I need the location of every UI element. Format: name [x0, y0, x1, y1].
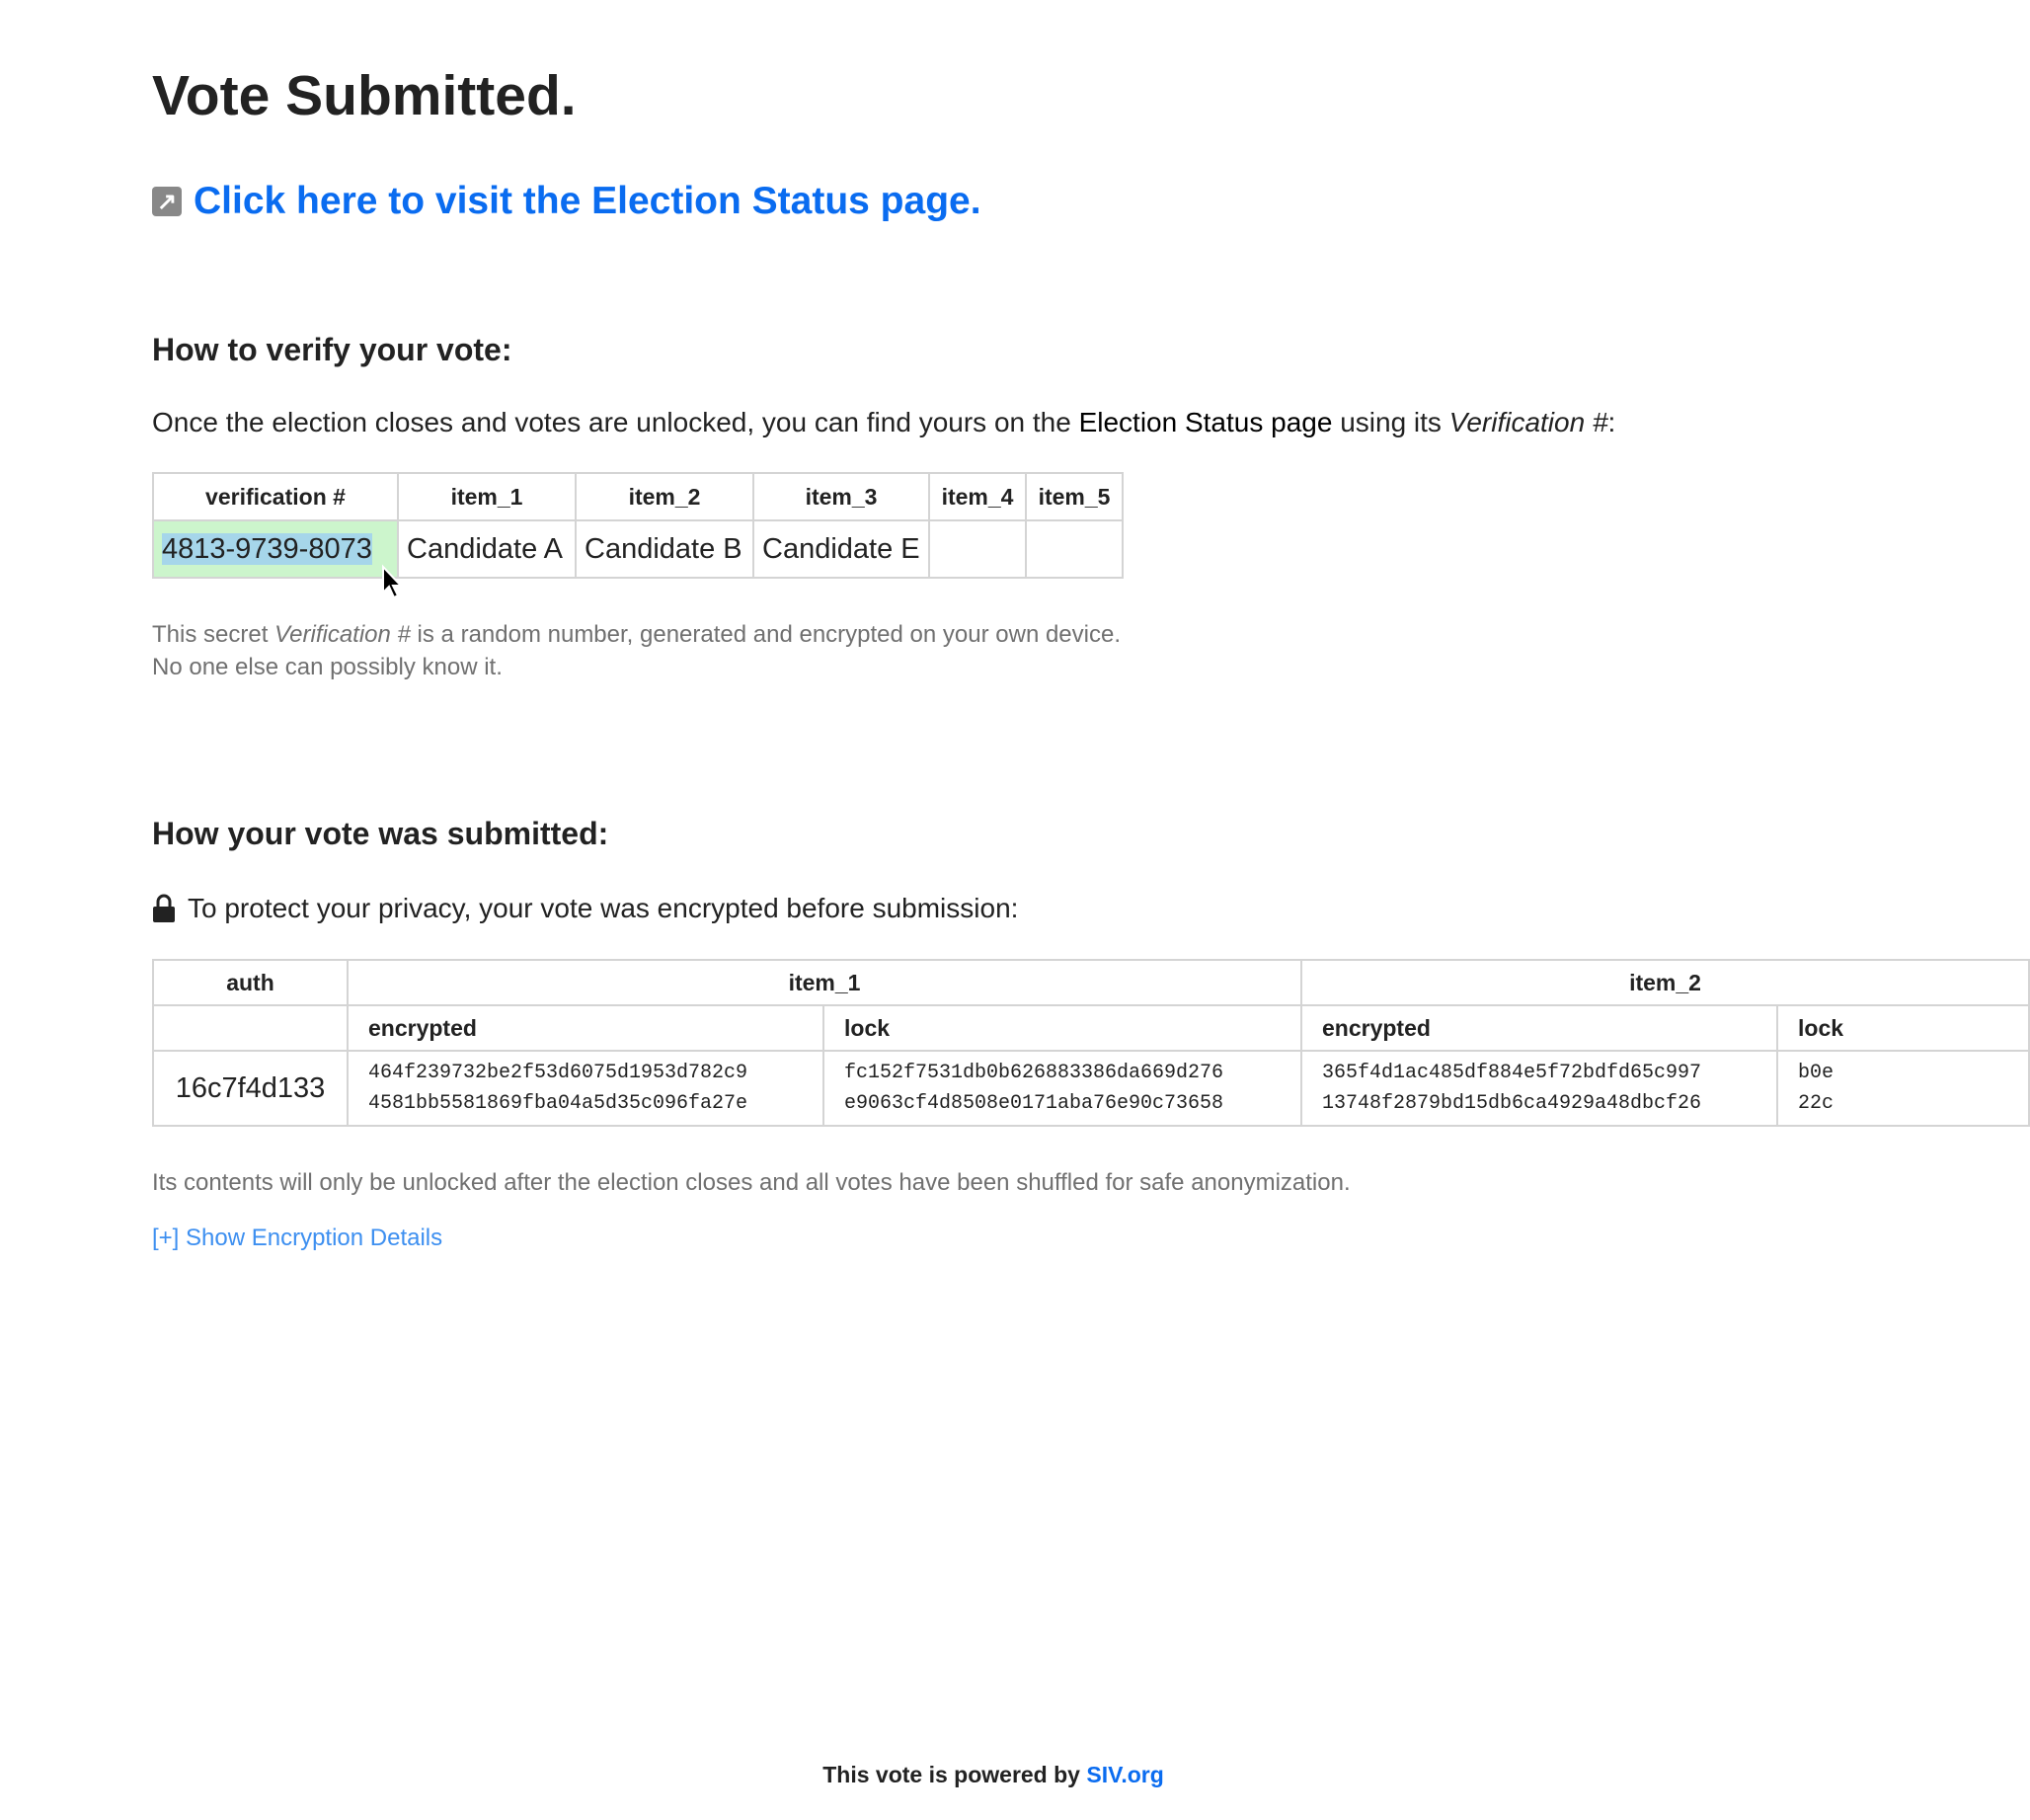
td: Candidate B	[576, 520, 753, 578]
t: b0e	[1798, 1062, 1835, 1084]
t: fc152f7531db0b626883386da669d276	[844, 1062, 1224, 1084]
t: This vote is powered by	[822, 1762, 1087, 1787]
show-encryption-details-link[interactable]: [+] Show Encryption Details	[152, 1225, 443, 1251]
t: 13748f2879bd15db6ca4929a48dbcf26	[1322, 1092, 1702, 1115]
th: encrypted	[348, 1005, 823, 1051]
t: Once the election closes and votes are unlocked, you can find yours on the	[152, 407, 1079, 437]
t: This secret	[152, 621, 275, 648]
lock-icon	[152, 894, 176, 923]
th: encrypted	[1301, 1005, 1777, 1051]
t: No one else can possibly know it.	[152, 654, 503, 680]
footer	[0, 1762, 1987, 1788]
siv-link[interactable]: SIV.org	[1086, 1762, 1164, 1787]
verify-intro	[152, 407, 1615, 438]
auth-cell: 16c7f4d133	[153, 1051, 348, 1126]
mouse-cursor-icon	[381, 565, 405, 600]
verification-number-cell[interactable]	[153, 520, 398, 578]
th: lock	[823, 1005, 1301, 1051]
td	[1301, 1051, 1777, 1126]
encrypted-vote-table	[152, 959, 2030, 1127]
th: item_2	[576, 473, 753, 520]
page-title: Vote Submitted.	[152, 64, 577, 127]
td	[348, 1051, 823, 1126]
t: using its	[1332, 407, 1449, 437]
verification-number[interactable]: 4813-9739-8073	[162, 532, 372, 565]
td: Candidate A	[398, 520, 576, 578]
t: 464f239732be2f53d6075d1953d782c9	[368, 1062, 748, 1084]
t: 22c	[1798, 1092, 1835, 1115]
td	[1777, 1051, 2029, 1126]
th: item_3	[753, 473, 929, 520]
privacy-line	[152, 893, 1018, 924]
unlock-note: Its contents will only be unlocked after the election closes and all votes have been shuffled for safe anonymization.	[152, 1169, 1351, 1196]
link-label: Click here to visit the Election Status page.	[194, 180, 981, 222]
election-status-link[interactable]	[152, 180, 981, 223]
th: item_1	[398, 473, 576, 520]
th: item_1	[348, 960, 1301, 1005]
th: item_2	[1301, 960, 2029, 1005]
th: item_5	[1026, 473, 1123, 520]
th: lock	[1777, 1005, 2029, 1051]
th: verification #	[153, 473, 398, 520]
th	[153, 1005, 348, 1051]
t: :	[1607, 407, 1616, 437]
th: item_4	[929, 473, 1026, 520]
t: To protect your privacy, your vote was encrypted before submission:	[188, 893, 1019, 923]
t: Election Status page	[1078, 407, 1333, 437]
td	[823, 1051, 1301, 1126]
verify-heading: How to verify your vote:	[152, 332, 512, 367]
td	[1026, 520, 1123, 578]
verification-note	[152, 618, 1121, 683]
t: is a random number, generated and encrypted on your own device.	[410, 621, 1121, 648]
encrypted-vote-table-scroll[interactable]	[152, 959, 1844, 1127]
th: auth	[153, 960, 348, 1005]
td	[929, 520, 1026, 578]
t: 4581bb5581869fba04a5d35c096fa27e	[368, 1092, 748, 1115]
t: 365f4d1ac485df884e5f72bdfd65c997	[1322, 1062, 1702, 1084]
external-link-icon: ↗	[152, 187, 182, 216]
submitted-heading: How your vote was submitted:	[152, 816, 609, 851]
t: Verification #	[274, 621, 411, 648]
t: Verification #	[1448, 407, 1608, 437]
t: e9063cf4d8508e0171aba76e90c73658	[844, 1092, 1224, 1115]
td: Candidate E	[753, 520, 929, 578]
verification-table	[152, 472, 1124, 579]
